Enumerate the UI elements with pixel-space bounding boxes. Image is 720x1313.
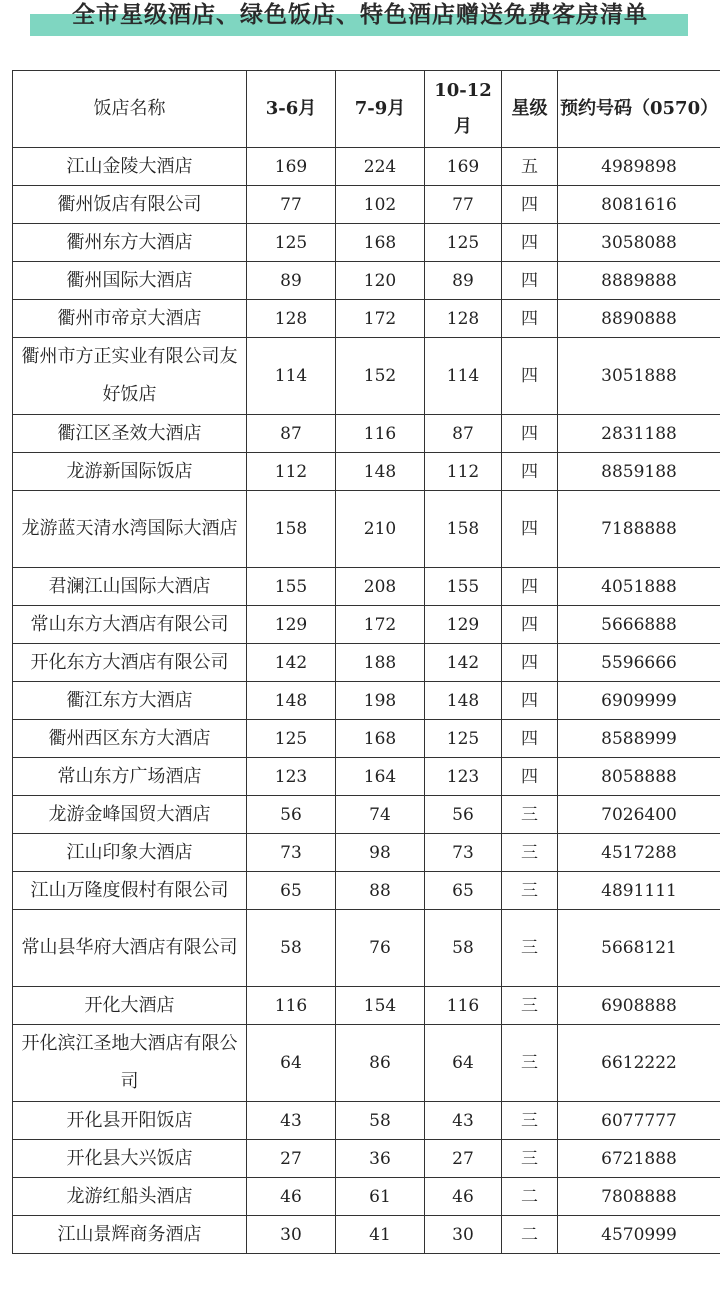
table-row — [13, 186, 720, 224]
table-row — [13, 682, 720, 720]
cell-star: 三 — [502, 872, 558, 910]
cell-name: 常山县华府大酒店有限公司 — [13, 910, 247, 987]
cell-mar-jun: 64 — [247, 1025, 336, 1102]
table-row — [13, 491, 720, 568]
table-row — [13, 300, 720, 338]
cell-phone: 8890888 — [558, 300, 720, 338]
header-phone: 预约号码（0570） — [558, 71, 720, 148]
table-row — [13, 1102, 720, 1140]
cell-phone: 6909999 — [558, 682, 720, 720]
cell-oct-dec: 116 — [425, 987, 502, 1025]
cell-name: 衢州市帝京大酒店 — [13, 300, 247, 338]
cell-name: 江山万隆度假村有限公司 — [13, 872, 247, 910]
cell-oct-dec: 123 — [425, 758, 502, 796]
cell-jul-sep: 86 — [336, 1025, 425, 1102]
cell-name: 衢江东方大酒店 — [13, 682, 247, 720]
cell-star: 四 — [502, 568, 558, 606]
cell-mar-jun: 77 — [247, 186, 336, 224]
cell-jul-sep: 224 — [336, 148, 425, 186]
cell-star: 四 — [502, 224, 558, 262]
cell-mar-jun: 65 — [247, 872, 336, 910]
cell-oct-dec: 169 — [425, 148, 502, 186]
table-row — [13, 872, 720, 910]
cell-phone: 6908888 — [558, 987, 720, 1025]
table-row — [13, 834, 720, 872]
cell-oct-dec: 30 — [425, 1216, 502, 1254]
cell-oct-dec: 56 — [425, 796, 502, 834]
cell-star: 四 — [502, 453, 558, 491]
cell-name: 开化东方大酒店有限公司 — [13, 644, 247, 682]
cell-jul-sep: 210 — [336, 491, 425, 568]
cell-jul-sep: 98 — [336, 834, 425, 872]
cell-name: 常山东方广场酒店 — [13, 758, 247, 796]
cell-mar-jun: 87 — [247, 415, 336, 453]
cell-star: 四 — [502, 606, 558, 644]
cell-oct-dec: 73 — [425, 834, 502, 872]
cell-oct-dec: 128 — [425, 300, 502, 338]
cell-phone: 3058088 — [558, 224, 720, 262]
cell-phone: 4517288 — [558, 834, 720, 872]
cell-phone: 4051888 — [558, 568, 720, 606]
cell-mar-jun: 112 — [247, 453, 336, 491]
cell-mar-jun: 129 — [247, 606, 336, 644]
cell-star: 三 — [502, 796, 558, 834]
cell-star: 三 — [502, 987, 558, 1025]
cell-oct-dec: 158 — [425, 491, 502, 568]
cell-mar-jun: 155 — [247, 568, 336, 606]
cell-jul-sep: 88 — [336, 872, 425, 910]
cell-name: 龙游金峰国贸大酒店 — [13, 796, 247, 834]
cell-star: 四 — [502, 720, 558, 758]
cell-jul-sep: 152 — [336, 338, 425, 415]
cell-name: 开化滨江圣地大酒店有限公司 — [13, 1025, 247, 1102]
table-row — [13, 415, 720, 453]
cell-oct-dec: 58 — [425, 910, 502, 987]
cell-oct-dec: 155 — [425, 568, 502, 606]
cell-oct-dec: 89 — [425, 262, 502, 300]
table-row — [13, 720, 720, 758]
cell-name: 衢州饭店有限公司 — [13, 186, 247, 224]
cell-phone: 6612222 — [558, 1025, 720, 1102]
header-oct-dec: 10-12月 — [425, 71, 502, 148]
cell-name: 龙游蓝天清水湾国际大酒店 — [13, 491, 247, 568]
cell-oct-dec: 125 — [425, 224, 502, 262]
cell-jul-sep: 74 — [336, 796, 425, 834]
cell-oct-dec: 65 — [425, 872, 502, 910]
cell-oct-dec: 125 — [425, 720, 502, 758]
cell-name: 龙游红船头酒店 — [13, 1178, 247, 1216]
cell-mar-jun: 125 — [247, 224, 336, 262]
table-row — [13, 1025, 720, 1102]
cell-name: 龙游新国际饭店 — [13, 453, 247, 491]
cell-name: 江山金陵大酒店 — [13, 148, 247, 186]
table-row — [13, 644, 720, 682]
cell-phone: 3051888 — [558, 338, 720, 415]
cell-name: 君澜江山国际大酒店 — [13, 568, 247, 606]
table-row — [13, 987, 720, 1025]
page-title: 全市星级酒店、绿色饭店、特色酒店赠送免费客房清单 — [72, 2, 648, 28]
cell-star: 三 — [502, 834, 558, 872]
hotel-table — [12, 70, 720, 1254]
cell-mar-jun: 27 — [247, 1140, 336, 1178]
cell-mar-jun: 114 — [247, 338, 336, 415]
cell-mar-jun: 158 — [247, 491, 336, 568]
cell-mar-jun: 46 — [247, 1178, 336, 1216]
header-mar-jun: 3-6月 — [247, 71, 336, 148]
cell-star: 四 — [502, 491, 558, 568]
table-row — [13, 758, 720, 796]
cell-star: 三 — [502, 1102, 558, 1140]
title-banner — [0, 0, 720, 40]
cell-jul-sep: 168 — [336, 720, 425, 758]
cell-name: 开化县大兴饭店 — [13, 1140, 247, 1178]
cell-oct-dec: 64 — [425, 1025, 502, 1102]
table-row — [13, 568, 720, 606]
cell-jul-sep: 116 — [336, 415, 425, 453]
cell-oct-dec: 43 — [425, 1102, 502, 1140]
cell-name: 衢州国际大酒店 — [13, 262, 247, 300]
cell-phone: 4989898 — [558, 148, 720, 186]
cell-oct-dec: 77 — [425, 186, 502, 224]
cell-name: 开化县开阳饭店 — [13, 1102, 247, 1140]
cell-jul-sep: 148 — [336, 453, 425, 491]
cell-mar-jun: 89 — [247, 262, 336, 300]
cell-star: 四 — [502, 338, 558, 415]
cell-jul-sep: 172 — [336, 606, 425, 644]
cell-jul-sep: 188 — [336, 644, 425, 682]
cell-mar-jun: 123 — [247, 758, 336, 796]
cell-mar-jun: 56 — [247, 796, 336, 834]
cell-jul-sep: 36 — [336, 1140, 425, 1178]
cell-name: 衢州西区东方大酒店 — [13, 720, 247, 758]
cell-phone: 8588999 — [558, 720, 720, 758]
cell-star: 三 — [502, 1140, 558, 1178]
cell-mar-jun: 116 — [247, 987, 336, 1025]
table-row — [13, 224, 720, 262]
cell-jul-sep: 76 — [336, 910, 425, 987]
cell-name: 衢州东方大酒店 — [13, 224, 247, 262]
cell-name: 衢江区圣效大酒店 — [13, 415, 247, 453]
cell-jul-sep: 198 — [336, 682, 425, 720]
cell-jul-sep: 61 — [336, 1178, 425, 1216]
header-star: 星级 — [502, 71, 558, 148]
cell-star: 四 — [502, 186, 558, 224]
cell-star: 四 — [502, 415, 558, 453]
table-row — [13, 796, 720, 834]
cell-phone: 2831188 — [558, 415, 720, 453]
cell-phone: 6077777 — [558, 1102, 720, 1140]
cell-jul-sep: 58 — [336, 1102, 425, 1140]
cell-jul-sep: 208 — [336, 568, 425, 606]
cell-jul-sep: 154 — [336, 987, 425, 1025]
cell-jul-sep: 172 — [336, 300, 425, 338]
cell-star: 四 — [502, 262, 558, 300]
cell-name: 江山印象大酒店 — [13, 834, 247, 872]
cell-star: 二 — [502, 1178, 558, 1216]
cell-oct-dec: 46 — [425, 1178, 502, 1216]
cell-phone: 6721888 — [558, 1140, 720, 1178]
table-row — [13, 262, 720, 300]
cell-mar-jun: 73 — [247, 834, 336, 872]
cell-star: 二 — [502, 1216, 558, 1254]
cell-jul-sep: 168 — [336, 224, 425, 262]
cell-phone: 5668121 — [558, 910, 720, 987]
cell-phone: 7808888 — [558, 1178, 720, 1216]
cell-oct-dec: 142 — [425, 644, 502, 682]
cell-oct-dec: 129 — [425, 606, 502, 644]
cell-phone: 4891111 — [558, 872, 720, 910]
cell-phone: 7026400 — [558, 796, 720, 834]
cell-mar-jun: 30 — [247, 1216, 336, 1254]
table-header-row — [13, 71, 720, 148]
cell-mar-jun: 142 — [247, 644, 336, 682]
table-row — [13, 338, 720, 415]
cell-phone: 5596666 — [558, 644, 720, 682]
table-row — [13, 1216, 720, 1254]
cell-name: 江山景辉商务酒店 — [13, 1216, 247, 1254]
cell-name: 常山东方大酒店有限公司 — [13, 606, 247, 644]
cell-oct-dec: 148 — [425, 682, 502, 720]
cell-phone: 8889888 — [558, 262, 720, 300]
cell-jul-sep: 102 — [336, 186, 425, 224]
cell-phone: 4570999 — [558, 1216, 720, 1254]
table-row — [13, 1178, 720, 1216]
cell-star: 五 — [502, 148, 558, 186]
cell-mar-jun: 43 — [247, 1102, 336, 1140]
cell-oct-dec: 87 — [425, 415, 502, 453]
cell-mar-jun: 148 — [247, 682, 336, 720]
cell-star: 四 — [502, 300, 558, 338]
cell-jul-sep: 120 — [336, 262, 425, 300]
cell-jul-sep: 164 — [336, 758, 425, 796]
cell-name: 衢州市方正实业有限公司友好饭店 — [13, 338, 247, 415]
cell-phone: 8081616 — [558, 186, 720, 224]
cell-star: 四 — [502, 758, 558, 796]
cell-phone: 5666888 — [558, 606, 720, 644]
header-name: 饭店名称 — [13, 71, 247, 148]
cell-oct-dec: 112 — [425, 453, 502, 491]
cell-oct-dec: 114 — [425, 338, 502, 415]
cell-phone: 8058888 — [558, 758, 720, 796]
cell-star: 四 — [502, 682, 558, 720]
cell-star: 四 — [502, 644, 558, 682]
cell-mar-jun: 58 — [247, 910, 336, 987]
cell-mar-jun: 128 — [247, 300, 336, 338]
table-row — [13, 148, 720, 186]
table-row — [13, 910, 720, 987]
cell-jul-sep: 41 — [336, 1216, 425, 1254]
header-jul-sep: 7-9月 — [336, 71, 425, 148]
cell-phone: 8859188 — [558, 453, 720, 491]
table-row — [13, 453, 720, 491]
table-row — [13, 1140, 720, 1178]
cell-mar-jun: 125 — [247, 720, 336, 758]
cell-star: 三 — [502, 1025, 558, 1102]
cell-phone: 7188888 — [558, 491, 720, 568]
cell-mar-jun: 169 — [247, 148, 336, 186]
cell-oct-dec: 27 — [425, 1140, 502, 1178]
cell-name: 开化大酒店 — [13, 987, 247, 1025]
table-row — [13, 606, 720, 644]
cell-star: 三 — [502, 910, 558, 987]
